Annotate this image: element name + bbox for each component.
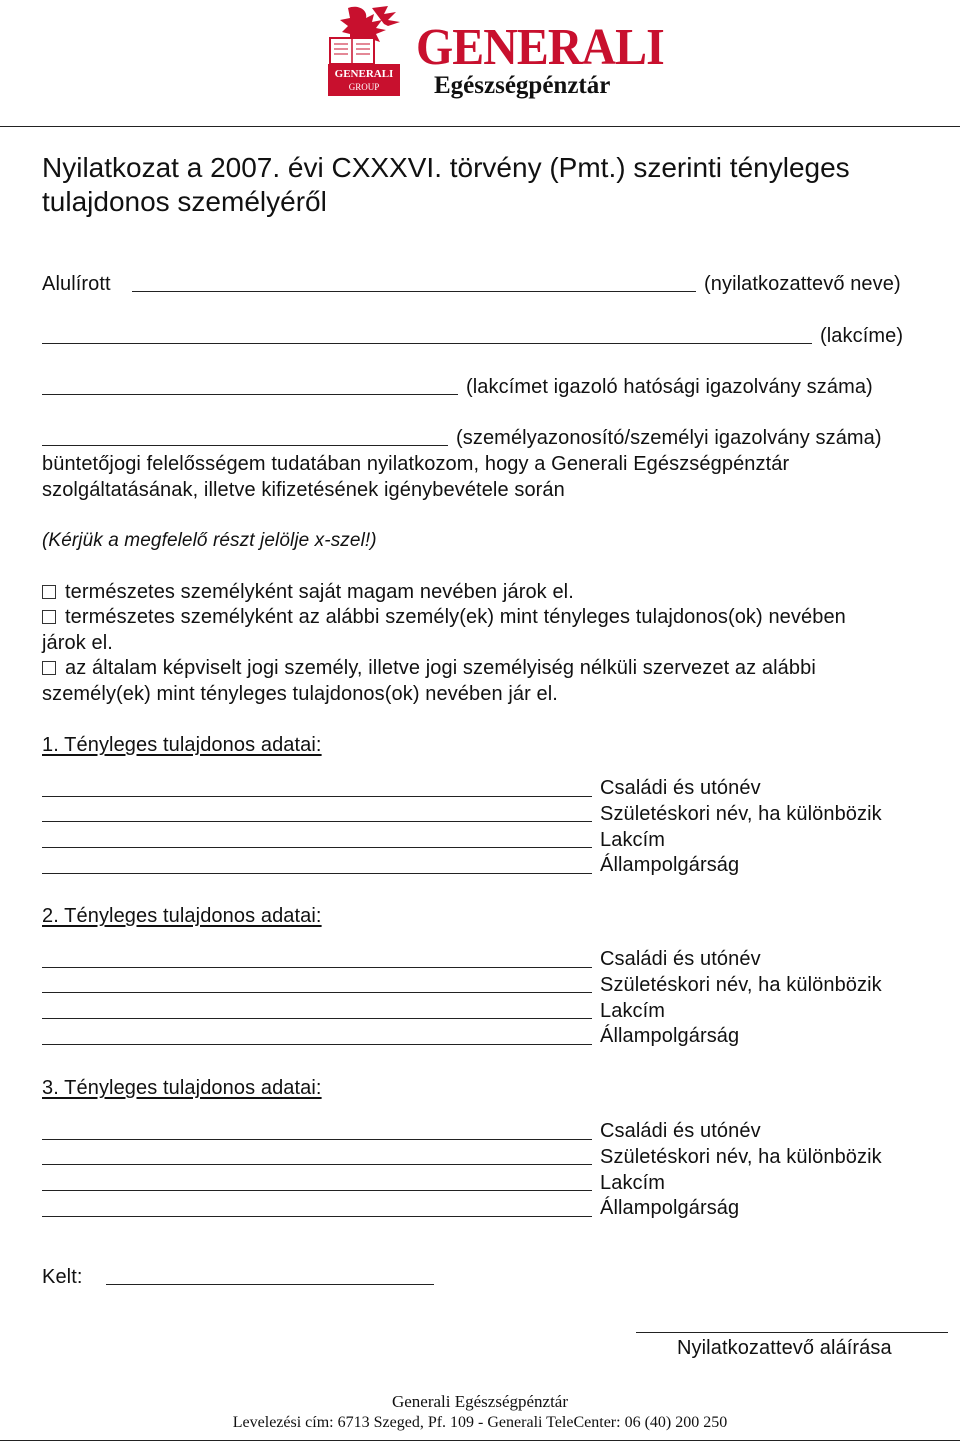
- place-date-label: Kelt:: [42, 1266, 83, 1288]
- owner-name-label: Családi és utónév: [600, 777, 761, 799]
- address-field[interactable]: [42, 343, 812, 344]
- statement-line2: szolgáltatásának, illetve kifizetésének igénybevétele során: [42, 479, 565, 501]
- owner-citizenship-field[interactable]: [42, 1216, 592, 1217]
- owner-birthname-field[interactable]: [42, 1164, 592, 1165]
- owner-address-label: Lakcím: [600, 1000, 666, 1022]
- logo-badge-line2: GROUP: [348, 82, 380, 92]
- owner-address-label: Lakcím: [600, 1172, 666, 1194]
- checkbox-icon[interactable]: [42, 610, 56, 624]
- owner-birthname-field[interactable]: [42, 992, 592, 993]
- checkbox-icon[interactable]: [42, 661, 56, 675]
- address-label: (lakcíme): [820, 325, 904, 347]
- name-field[interactable]: [132, 291, 696, 292]
- owner-heading: 2. Tényleges tulajdonos adatai:: [42, 905, 322, 927]
- logo-badge-line1: GENERALI: [334, 68, 394, 80]
- owner-name-field[interactable]: [42, 1139, 592, 1140]
- owner-birthname-field[interactable]: [42, 821, 592, 822]
- personal-id-field[interactable]: [42, 445, 448, 446]
- owner-citizenship-field[interactable]: [42, 1044, 592, 1045]
- personal-id-label: (személyazonosító/személyi igazolvány száma): [456, 427, 882, 449]
- checkbox-icon[interactable]: [42, 585, 56, 599]
- owner-name-field[interactable]: [42, 967, 592, 968]
- header-divider: [0, 126, 960, 127]
- owner-birthname-label: Születéskori név, ha különbözik: [600, 803, 882, 825]
- instruction-text: (Kérjük a megfelelő részt jelölje x-szel!): [42, 530, 377, 551]
- address-id-field[interactable]: [42, 394, 458, 395]
- option-natural-person-owners[interactable]: természetes személyként az alábbi személy(ek) mint tényleges tulajdonos(ok) nevében: [42, 606, 846, 629]
- declarant-prefix: Alulírott: [42, 273, 111, 295]
- owner-address-label: Lakcím: [600, 829, 666, 851]
- signature-label: Nyilatkozattevő aláírása: [677, 1337, 892, 1359]
- statement-line1: büntetőjogi felelősségem tudatában nyilatkozom, hogy a Generali Egészségpénztár: [42, 453, 790, 475]
- owner-citizenship-label: Állampolgárság: [600, 1197, 740, 1219]
- name-label: (nyilatkozattevő neve): [704, 273, 901, 295]
- address-id-label: (lakcímet igazoló hatósági igazolvány száma): [466, 376, 873, 398]
- owner-birthname-label: Születéskori név, ha különbözik: [600, 974, 882, 996]
- footer-contact: Levelezési cím: 6713 Szeged, Pf. 109 - Generali TeleCenter: 06 (40) 200 250: [232, 1414, 728, 1431]
- footer-divider: [0, 1440, 960, 1441]
- logo: [328, 4, 664, 100]
- brand-name: GENERALI: [416, 19, 664, 76]
- option-own-behalf[interactable]: természetes személyként saját magam nevében járok el.: [42, 581, 574, 604]
- owner-citizenship-label: Állampolgárság: [600, 1025, 740, 1047]
- owner-name-field[interactable]: [42, 796, 592, 797]
- option-legal-entity-owners[interactable]: az általam képviselt jogi személy, illetve jogi személyiség nélküli szervezet az alábbi: [42, 657, 816, 680]
- owner-heading: 1. Tényleges tulajdonos adatai:: [42, 734, 322, 756]
- owner-heading: 3. Tényleges tulajdonos adatai:: [42, 1077, 322, 1099]
- owner-citizenship-field[interactable]: [42, 873, 592, 874]
- owner-birthname-label: Születéskori név, ha különbözik: [600, 1146, 882, 1168]
- brand-subtitle: Egészségpénztár: [434, 72, 611, 99]
- owner-citizenship-label: Állampolgárság: [600, 854, 740, 876]
- place-date-field[interactable]: [106, 1284, 434, 1285]
- footer-org: Generali Egészségpénztár: [391, 1392, 569, 1411]
- signature-field[interactable]: [636, 1332, 948, 1333]
- owner-address-field[interactable]: [42, 1190, 592, 1191]
- owner-address-field[interactable]: [42, 1018, 592, 1019]
- owner-name-label: Családi és utónév: [600, 1120, 761, 1142]
- owner-name-label: Családi és utónév: [600, 948, 761, 970]
- owner-address-field[interactable]: [42, 847, 592, 848]
